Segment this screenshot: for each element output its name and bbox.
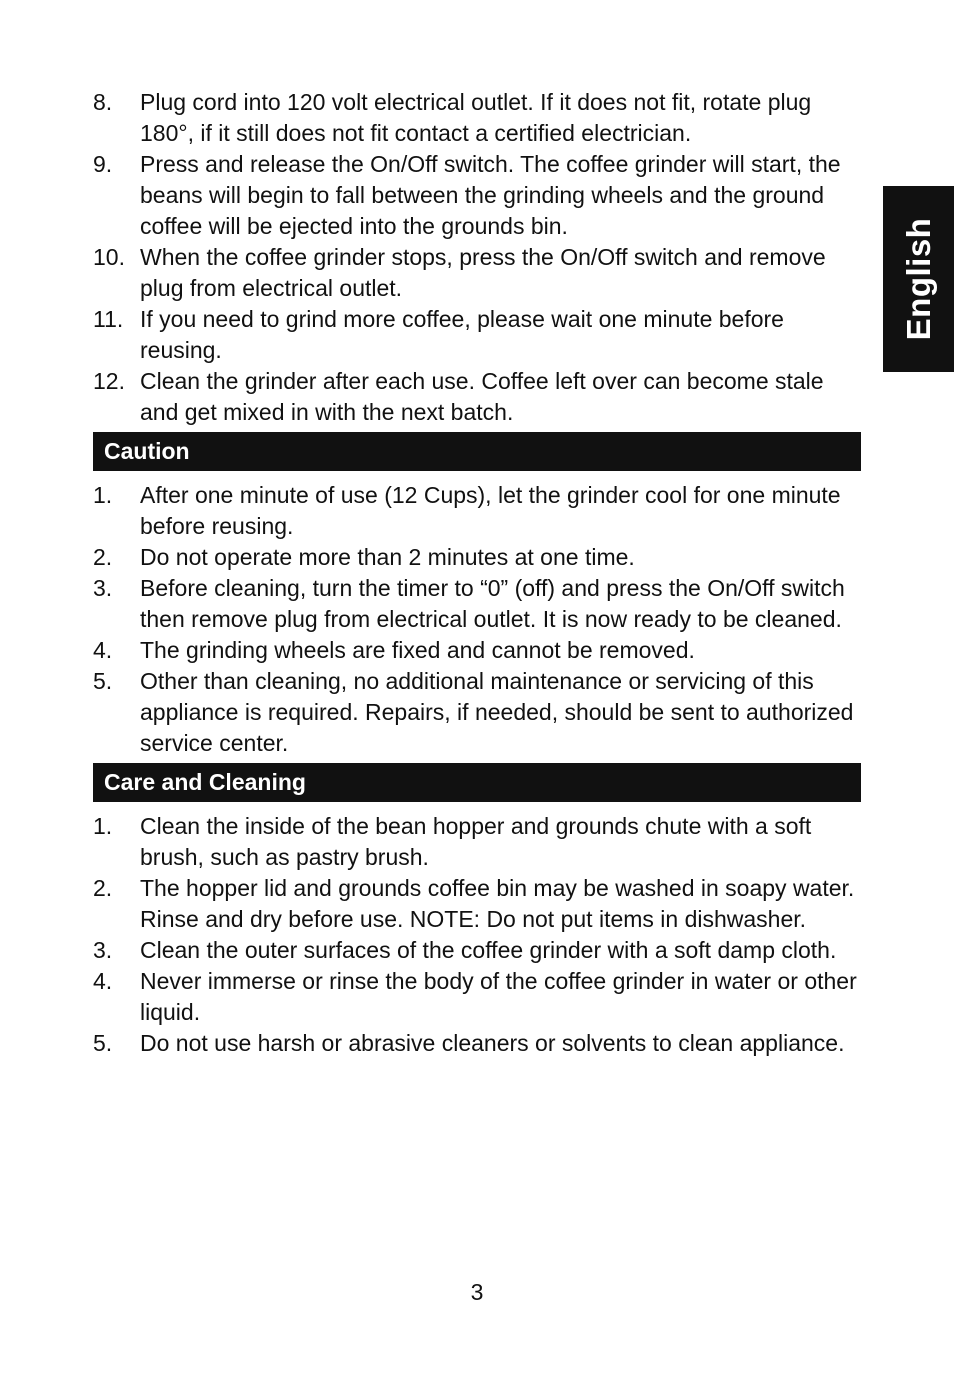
item-text: Clean the grinder after each use. Coffee left over can become stale and get mixed in with the next batch. (140, 368, 824, 425)
list-item (93, 480, 861, 542)
item-number: 5. (93, 668, 113, 694)
item-text: Do not operate more than 2 minutes at one time. (140, 544, 635, 570)
item-text: Never immerse or rinse the body of the coffee grinder in water or other liquid. (140, 968, 857, 1025)
item-number: 1. (93, 813, 113, 839)
item-text: Clean the outer surfaces of the coffee grinder with a soft damp cloth. (140, 937, 837, 963)
item-text: If you need to grind more coffee, please wait one minute before reusing. (140, 306, 784, 363)
list-item (93, 873, 861, 935)
item-text: The grinding wheels are fixed and cannot be removed. (140, 637, 695, 663)
list-item (93, 1028, 861, 1059)
language-tab-label: English (899, 217, 937, 341)
list-item (93, 149, 861, 242)
item-number: 3. (93, 937, 113, 963)
list-item (93, 935, 861, 966)
language-tab (883, 186, 954, 372)
item-number: 8. (93, 89, 113, 115)
caution-heading: Caution (93, 432, 861, 471)
list-item (93, 366, 861, 428)
item-number: 10. (93, 244, 125, 270)
item-number: 2. (93, 875, 113, 901)
caution-list (93, 480, 861, 759)
item-text: Before cleaning, turn the timer to “0” (off) and press the On/Off switch then remove plug from electrical outlet. It is now ready to be cleaned. (140, 575, 845, 632)
item-number: 4. (93, 637, 113, 663)
page-number: 3 (470, 1279, 484, 1305)
item-number: 3. (93, 575, 113, 601)
item-text: The hopper lid and grounds coffee bin may be washed in soapy water. Rinse and dry before use. NOTE: Do not put items in dishwasher. (140, 875, 855, 932)
item-text: Do not use harsh or abrasive cleaners or solvents to clean appliance. (140, 1030, 845, 1056)
list-item (93, 304, 861, 366)
item-text: Clean the inside of the bean hopper and grounds chute with a soft brush, such as pastry brush. (140, 813, 812, 870)
page-content (93, 87, 861, 1059)
item-text: Plug cord into 120 volt electrical outlet. If it does not fit, rotate plug 180°, if it still does not fit contact a certified electrician. (140, 89, 812, 146)
list-item (93, 542, 861, 573)
list-item (93, 242, 861, 304)
item-number: 5. (93, 1030, 113, 1056)
item-text: Other than cleaning, no additional maintenance or servicing of this appliance is required. Repairs, if needed, should be sent to authorized service center. (140, 668, 854, 756)
item-number: 12. (93, 368, 125, 394)
steps-list (93, 87, 861, 428)
item-number: 4. (93, 968, 113, 994)
care-cleaning-heading: Care and Cleaning (93, 763, 861, 802)
item-number: 9. (93, 151, 113, 177)
list-item (93, 87, 861, 149)
item-number: 11. (93, 306, 124, 332)
list-item (93, 573, 861, 635)
item-number: 2. (93, 544, 113, 570)
item-text: Press and release the On/Off switch. The coffee grinder will start, the beans will begin to fall between the grinding wheels and the ground coffee will be ejected into the grounds bin. (140, 151, 841, 239)
item-number: 1. (93, 482, 113, 508)
item-text: When the coffee grinder stops, press the On/Off switch and remove plug from electrical outlet. (140, 244, 826, 301)
list-item (93, 966, 861, 1028)
list-item (93, 666, 861, 759)
list-item (93, 635, 861, 666)
list-item (93, 811, 861, 873)
care-list (93, 811, 861, 1059)
item-text: After one minute of use (12 Cups), let the grinder cool for one minute before reusing. (140, 482, 841, 539)
